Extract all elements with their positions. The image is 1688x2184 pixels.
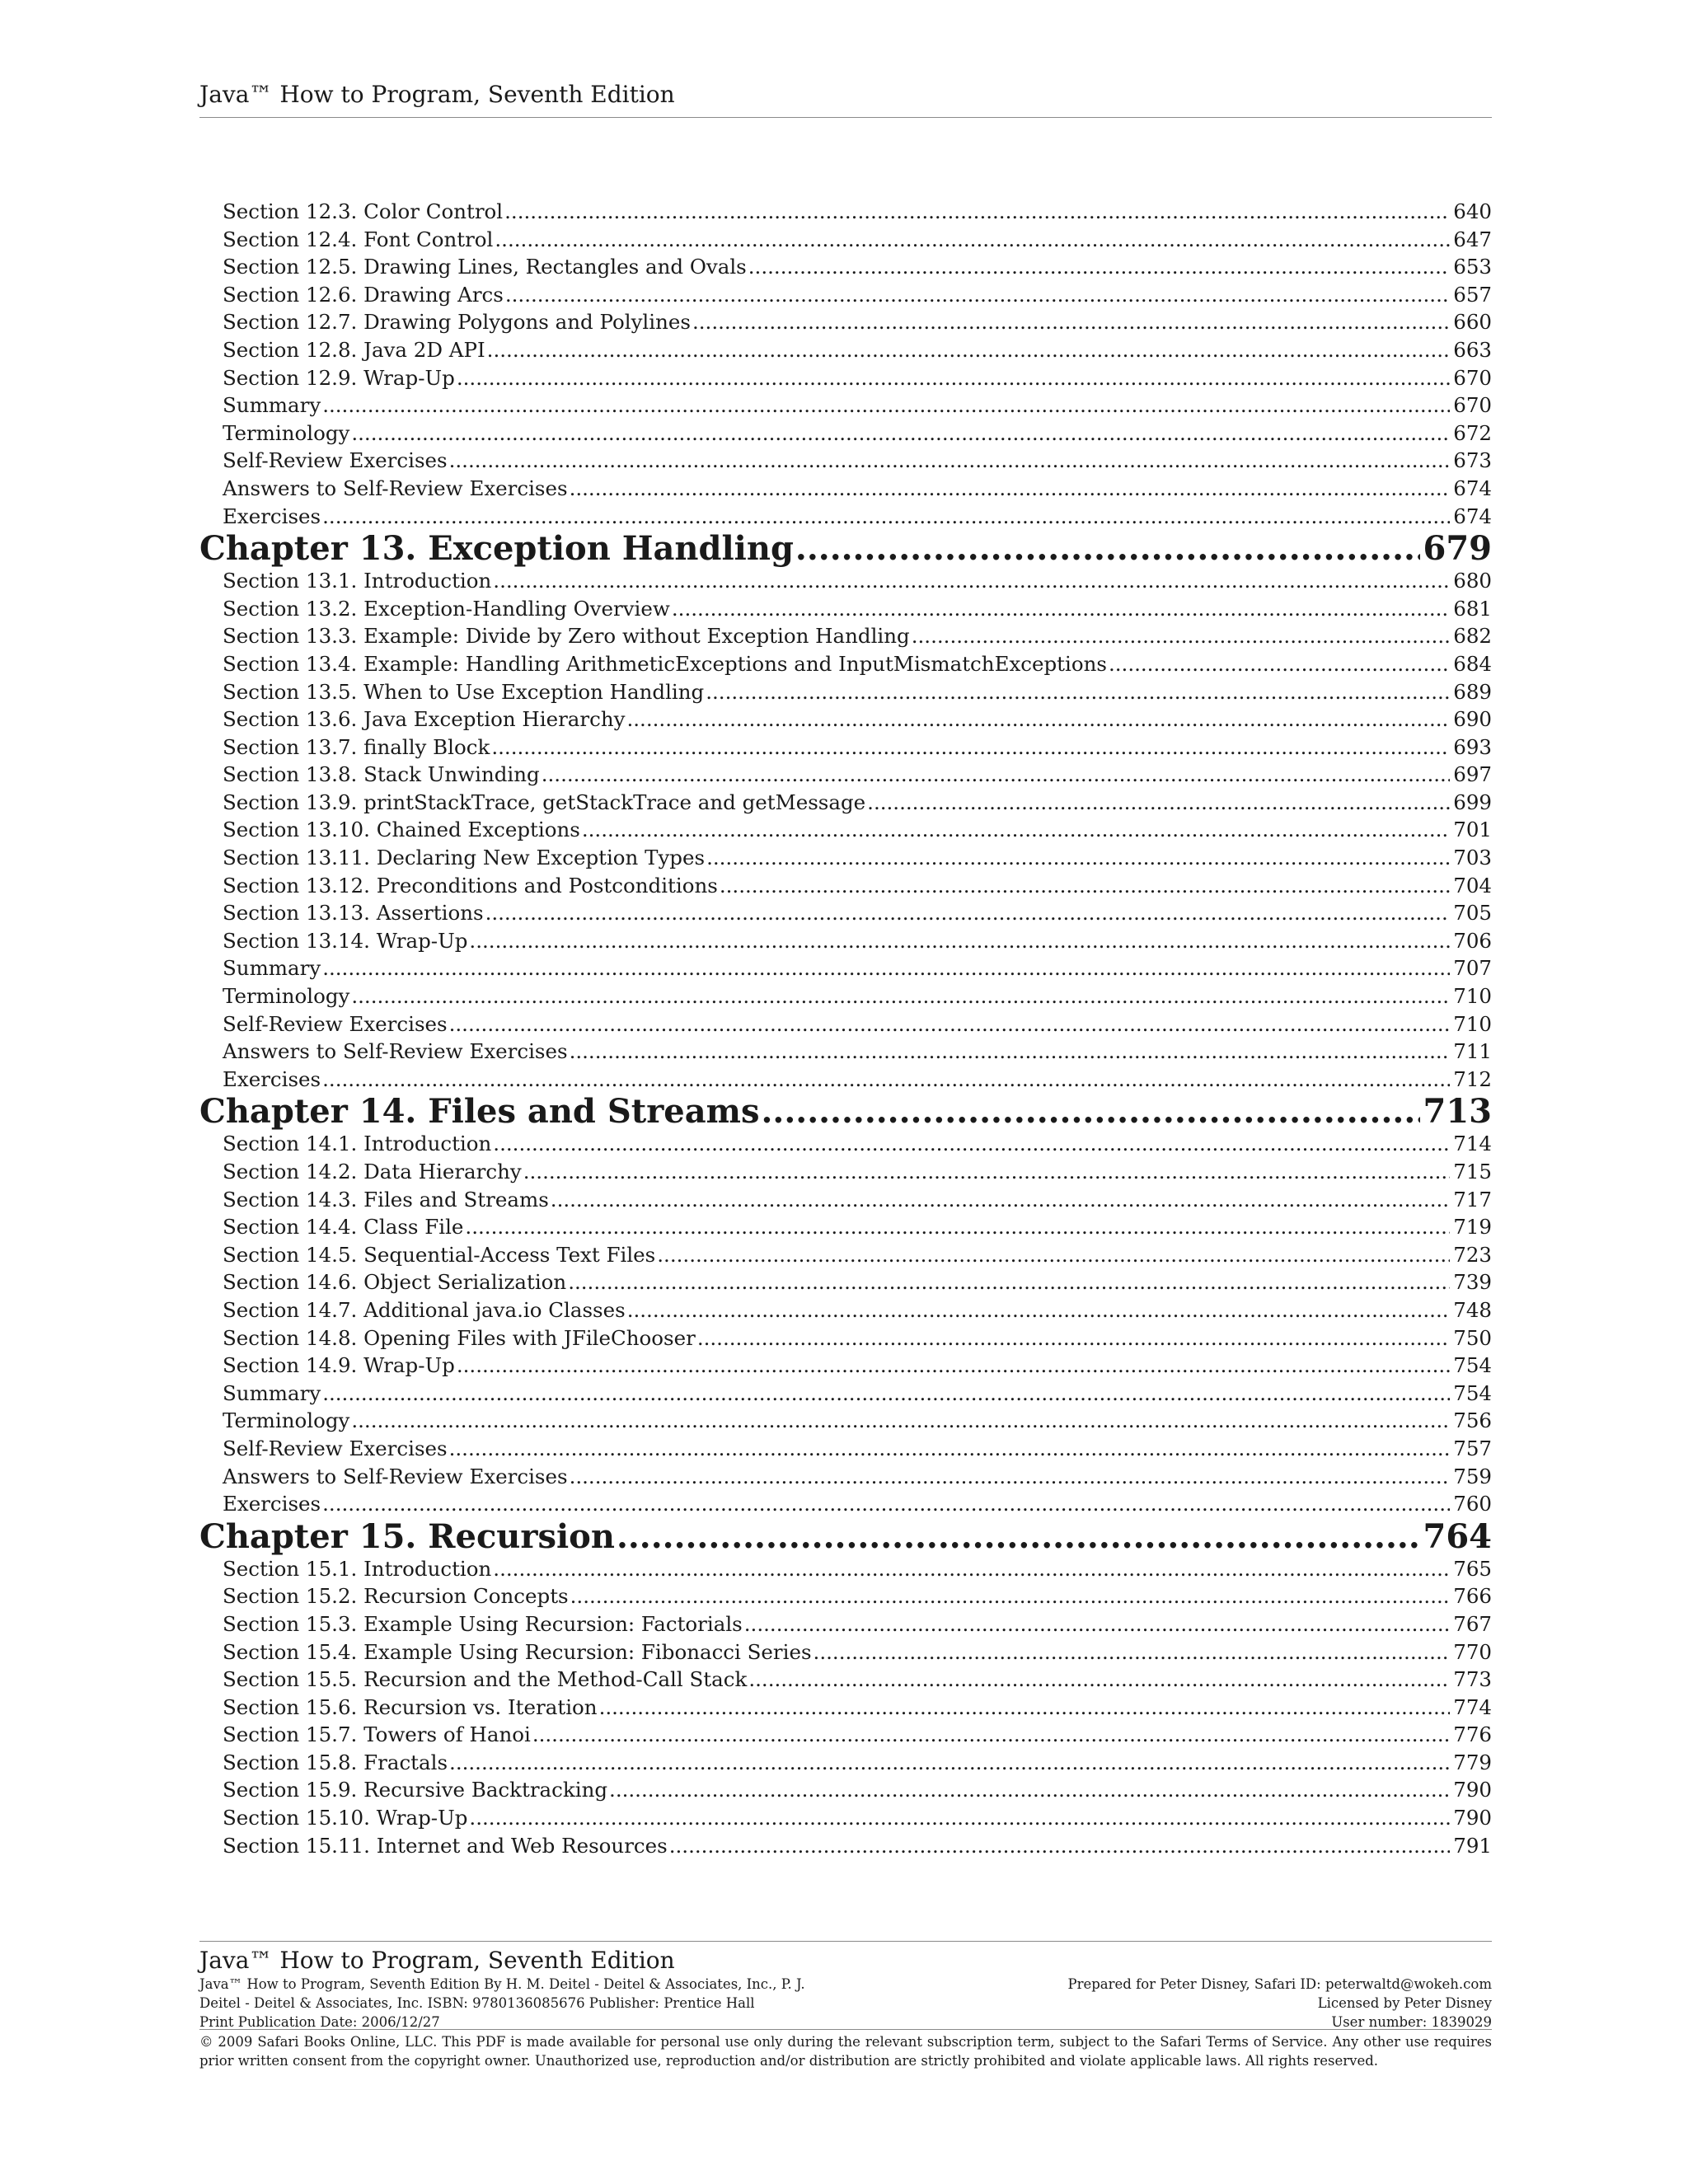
toc-section-entry[interactable]	[199, 1435, 1492, 1463]
toc-section-entry[interactable]	[199, 336, 1492, 364]
toc-entry-title: Section 15.5. Recursion and the Method-Call Stack	[223, 1667, 748, 1692]
toc-page-number: 703	[1453, 846, 1492, 870]
toc-entry-title: Section 13.13. Assertions	[223, 901, 484, 926]
toc-section-entry[interactable]	[199, 1832, 1492, 1860]
footer-divider-bottom	[199, 2029, 1492, 2030]
toc-section-entry[interactable]	[199, 678, 1492, 706]
toc-entry-title: Answers to Self-Review Exercises	[223, 1464, 568, 1488]
toc-entry-title: Summary	[223, 1380, 321, 1405]
toc-section-entry[interactable]	[199, 1555, 1492, 1583]
toc-section-entry[interactable]	[199, 1490, 1492, 1518]
toc-dot-leader	[542, 761, 1451, 789]
toc-dot-leader	[457, 1352, 1450, 1380]
toc-dot-leader	[582, 816, 1450, 844]
toc-page-number: 682	[1453, 624, 1492, 649]
toc-page-number: 770	[1453, 1639, 1492, 1664]
footer-copyright: © 2009 Safari Books Online, LLC. This PDF is made available for personal use only during the relevant subscription term, subject to the Safari Terms of Service. Any other use requires prior written consent from the copyright owner. Unauthorized use, reproduction and/or distribution are strictly prohibited and violate applicable laws. All rights reserved.	[199, 2034, 1492, 2069]
toc-page-number: 715	[1453, 1160, 1492, 1183]
toc-entry-title: Section 12.5. Drawing Lines, Rectangles and Ovals	[223, 255, 747, 279]
toc-section-entry[interactable]	[199, 844, 1492, 872]
toc-section-entry[interactable]	[199, 1380, 1492, 1408]
toc-section-entry[interactable]	[199, 1694, 1492, 1722]
toc-section-entry[interactable]	[199, 1241, 1492, 1269]
toc-dot-leader	[795, 530, 1420, 567]
toc-dot-leader	[322, 503, 1450, 531]
toc-section-entry[interactable]	[199, 1610, 1492, 1638]
toc-entry-title: Section 14.5. Sequential-Access Text Files	[223, 1242, 656, 1267]
toc-entry-title: Section 13.10. Chained Exceptions	[223, 818, 580, 842]
toc-dot-leader	[351, 1407, 1450, 1435]
toc-dot-leader	[523, 1158, 1451, 1186]
toc-entry-title: Section 12.9. Wrap-Up	[223, 365, 455, 390]
toc-chapter-entry[interactable]	[199, 1518, 1492, 1555]
toc-page-number: 767	[1453, 1611, 1492, 1636]
toc-dot-leader	[493, 1130, 1450, 1158]
toc-section-entry[interactable]	[199, 1010, 1492, 1038]
toc-dot-leader	[322, 391, 1450, 419]
toc-section-entry[interactable]	[199, 308, 1492, 336]
toc-page-number: 791	[1453, 1833, 1492, 1858]
table-of-contents	[199, 198, 1492, 1859]
toc-entry-title: Chapter 14. Files and Streams	[199, 1093, 760, 1131]
toc-page-number: 653	[1453, 255, 1492, 279]
toc-page-number: 647	[1453, 227, 1492, 251]
toc-page-number: 680	[1453, 569, 1492, 593]
toc-entry-title: Section 13.11. Declaring New Exception Types	[223, 846, 706, 870]
toc-page-number: 790	[1453, 1806, 1492, 1830]
toc-dot-leader	[351, 982, 1450, 1010]
toc-dot-leader	[692, 308, 1450, 336]
toc-page-number: 697	[1453, 762, 1492, 787]
toc-dot-leader	[912, 622, 1451, 650]
toc-dot-leader	[1109, 650, 1450, 678]
toc-page-number: 640	[1453, 199, 1492, 223]
toc-section-entry[interactable]	[199, 1582, 1492, 1610]
toc-page-number: 776	[1453, 1722, 1492, 1747]
toc-entry-title: Section 15.2. Recursion Concepts	[223, 1584, 569, 1609]
toc-dot-leader	[449, 1010, 1451, 1038]
toc-section-entry[interactable]	[199, 1666, 1492, 1694]
toc-section-entry[interactable]	[199, 1407, 1492, 1435]
toc-entry-title: Section 15.6. Recursion vs. Iteration	[223, 1694, 598, 1719]
toc-chapter-entry[interactable]	[199, 530, 1492, 567]
toc-page-number: 670	[1453, 365, 1492, 390]
toc-section-entry[interactable]	[199, 733, 1492, 762]
toc-entry-title: Section 13.1. Introduction	[223, 569, 492, 593]
toc-entry-title: Answers to Self-Review Exercises	[223, 1039, 568, 1064]
toc-dot-leader	[322, 1380, 1450, 1408]
toc-page-number: 710	[1453, 984, 1492, 1009]
toc-dot-leader	[351, 419, 1450, 448]
toc-page-number: 717	[1453, 1187, 1492, 1212]
toc-entry-title: Summary	[223, 956, 321, 981]
toc-entry-title: Section 12.8. Java 2D API	[223, 337, 485, 362]
toc-page-number: 757	[1453, 1436, 1492, 1460]
toc-dot-leader	[570, 475, 1451, 503]
toc-dot-leader	[720, 872, 1450, 900]
toc-dot-leader	[761, 1093, 1419, 1130]
toc-dot-leader	[487, 336, 1451, 364]
toc-entry-title: Section 13.9. printStackTrace, getStackTrace and getMessage	[223, 790, 866, 814]
toc-page-number: 754	[1453, 1353, 1492, 1378]
toc-dot-leader	[449, 447, 1451, 475]
toc-page-number: 660	[1453, 310, 1492, 335]
toc-page-number: 766	[1453, 1584, 1492, 1609]
footer-license-line: User number: 1839029	[1331, 2014, 1492, 2030]
toc-entry-title: Exercises	[223, 1492, 321, 1516]
toc-section-entry[interactable]	[199, 1352, 1492, 1380]
toc-dot-leader	[568, 1268, 1450, 1296]
toc-section-entry[interactable]	[199, 198, 1492, 226]
toc-page-number: 760	[1453, 1492, 1492, 1516]
toc-dot-leader	[469, 927, 1450, 955]
toc-page-number: 759	[1453, 1464, 1492, 1488]
toc-section-entry[interactable]	[199, 1213, 1492, 1241]
toc-page-number: 790	[1453, 1778, 1492, 1802]
toc-page-number: 663	[1453, 337, 1492, 362]
toc-page-number: 714	[1453, 1132, 1492, 1156]
toc-dot-leader	[551, 1186, 1450, 1214]
toc-dot-leader	[449, 1749, 1450, 1777]
toc-section-entry[interactable]	[199, 816, 1492, 844]
toc-dot-leader	[570, 1463, 1451, 1491]
toc-page-number: 705	[1453, 901, 1492, 926]
toc-page-number: 764	[1423, 1517, 1492, 1555]
toc-dot-leader	[485, 899, 1451, 927]
toc-section-entry[interactable]	[199, 567, 1492, 595]
toc-dot-leader	[532, 1721, 1450, 1749]
toc-dot-leader	[493, 1555, 1450, 1583]
toc-dot-leader	[626, 705, 1450, 733]
toc-page-number: 713	[1423, 1093, 1492, 1131]
toc-dot-leader	[617, 1518, 1420, 1555]
toc-section-entry[interactable]	[199, 622, 1492, 650]
toc-entry-title: Section 13.6. Java Exception Hierarchy	[223, 707, 626, 732]
toc-page-number: 779	[1453, 1750, 1492, 1774]
toc-entry-title: Summary	[223, 393, 321, 418]
toc-page-number: 711	[1453, 1039, 1492, 1064]
toc-section-entry[interactable]	[199, 391, 1492, 419]
toc-section-entry[interactable]	[199, 503, 1492, 531]
toc-section-entry[interactable]	[199, 954, 1492, 982]
toc-page-number: 773	[1453, 1667, 1492, 1692]
footer-publication-line: Java™ How to Program, Seventh Edition By H. M. Deitel - Deitel & Associates, Inc., P. J.	[199, 1976, 805, 1992]
toc-entry-title: Section 15.3. Example Using Recursion: Factorials	[223, 1611, 743, 1636]
toc-entry-title: Section 14.7. Additional java.io Classes	[223, 1297, 626, 1322]
toc-dot-leader	[495, 226, 1450, 254]
toc-entry-title: Terminology	[223, 984, 350, 1009]
toc-section-entry[interactable]	[199, 1158, 1492, 1186]
toc-chapter-entry[interactable]	[199, 1093, 1492, 1130]
toc-section-entry[interactable]	[199, 253, 1492, 281]
toc-section-entry[interactable]	[199, 761, 1492, 789]
toc-page-number: 679	[1423, 530, 1492, 568]
toc-entry-title: Section 13.7. finally Block	[223, 734, 490, 759]
toc-dot-leader	[457, 364, 1450, 392]
toc-entry-title: Section 13.3. Example: Divide by Zero without Exception Handling	[223, 624, 910, 649]
toc-page-number: 739	[1453, 1270, 1492, 1295]
toc-dot-leader	[491, 733, 1450, 762]
toc-entry-title: Section 13.4. Example: Handling ArithmeticExceptions and InputMismatchExceptions	[223, 651, 1107, 676]
toc-dot-leader	[322, 954, 1450, 982]
toc-section-entry[interactable]	[199, 899, 1492, 927]
toc-entry-title: Section 14.1. Introduction	[223, 1132, 492, 1156]
toc-entry-title: Section 15.7. Towers of Hanoi	[223, 1722, 531, 1747]
footer-publication-line: Print Publication Date: 2006/12/27	[199, 2014, 440, 2030]
toc-dot-leader	[706, 844, 1450, 872]
document-page	[199, 0, 1492, 2184]
toc-entry-title: Section 13.12. Preconditions and Postconditions	[223, 873, 718, 898]
toc-page-number: 748	[1453, 1297, 1492, 1322]
toc-entry-title: Section 15.10. Wrap-Up	[223, 1806, 468, 1830]
toc-section-entry[interactable]	[199, 1066, 1492, 1094]
toc-entry-title: Answers to Self-Review Exercises	[223, 476, 568, 500]
toc-section-entry[interactable]	[199, 1463, 1492, 1491]
toc-entry-title: Self-Review Exercises	[223, 1436, 448, 1460]
toc-entry-title: Section 15.11. Internet and Web Resources	[223, 1833, 668, 1858]
toc-entry-title: Section 14.6. Object Serialization	[223, 1270, 567, 1295]
running-header-title: Java™ How to Program, Seventh Edition	[199, 81, 675, 108]
toc-page-number: 689	[1453, 679, 1492, 704]
toc-entry-title: Chapter 13. Exception Handling	[199, 530, 794, 568]
toc-section-entry[interactable]	[199, 705, 1492, 733]
toc-section-entry[interactable]	[199, 872, 1492, 900]
footer-publication-info	[199, 1975, 941, 2032]
toc-section-entry[interactable]	[199, 1130, 1492, 1158]
toc-dot-leader	[599, 1694, 1451, 1722]
toc-entry-title: Terminology	[223, 420, 350, 445]
toc-dot-leader	[609, 1776, 1450, 1804]
toc-entry-title: Section 12.7. Drawing Polygons and Polylines	[223, 310, 691, 335]
toc-page-number: 774	[1453, 1694, 1492, 1719]
toc-section-entry[interactable]	[199, 1638, 1492, 1666]
toc-page-number: 710	[1453, 1011, 1492, 1036]
toc-dot-leader	[504, 198, 1450, 226]
toc-section-entry[interactable]	[199, 447, 1492, 475]
toc-dot-leader	[814, 1638, 1451, 1666]
toc-page-number: 699	[1453, 790, 1492, 814]
toc-dot-leader	[657, 1241, 1450, 1269]
toc-entry-title: Terminology	[223, 1408, 350, 1433]
toc-dot-leader	[867, 789, 1450, 817]
toc-entry-title: Section 14.8. Opening Files with JFileChooser	[223, 1325, 696, 1350]
toc-entry-title: Section 14.3. Files and Streams	[223, 1187, 549, 1212]
toc-page-number: 674	[1453, 504, 1492, 528]
toc-section-entry[interactable]	[199, 1749, 1492, 1777]
toc-section-entry[interactable]	[199, 1268, 1492, 1296]
toc-entry-title: Section 14.9. Wrap-Up	[223, 1353, 455, 1378]
toc-page-number: 672	[1453, 420, 1492, 445]
toc-section-entry[interactable]	[199, 1721, 1492, 1749]
toc-section-entry[interactable]	[199, 595, 1492, 623]
toc-entry-title: Exercises	[223, 504, 321, 528]
toc-page-number: 701	[1453, 818, 1492, 842]
toc-dot-leader	[493, 567, 1450, 595]
toc-section-entry[interactable]	[199, 1804, 1492, 1832]
toc-entry-title: Section 14.2. Data Hierarchy	[223, 1160, 522, 1183]
footer-license-line: Licensed by Peter Disney	[1317, 1995, 1492, 2011]
toc-dot-leader	[672, 595, 1450, 623]
toc-section-entry[interactable]	[199, 1038, 1492, 1066]
toc-dot-leader	[505, 281, 1450, 309]
toc-page-number: 657	[1453, 282, 1492, 307]
toc-entry-title: Section 15.8. Fractals	[223, 1750, 448, 1774]
toc-dot-leader	[627, 1296, 1451, 1324]
toc-entry-title: Self-Review Exercises	[223, 448, 448, 473]
toc-entry-title: Section 13.14. Wrap-Up	[223, 928, 468, 953]
toc-section-entry[interactable]	[199, 1296, 1492, 1324]
toc-page-number: 719	[1453, 1215, 1492, 1240]
toc-page-number: 670	[1453, 393, 1492, 418]
toc-page-number: 674	[1453, 476, 1492, 500]
toc-page-number: 673	[1453, 448, 1492, 473]
toc-section-entry[interactable]	[199, 419, 1492, 448]
toc-page-number: 750	[1453, 1325, 1492, 1350]
toc-entry-title: Section 15.4. Example Using Recursion: Fibonacci Series	[223, 1639, 812, 1664]
toc-entry-title: Section 15.1. Introduction	[223, 1556, 492, 1581]
toc-entry-title: Section 14.4. Class File	[223, 1215, 464, 1240]
toc-section-entry[interactable]	[199, 475, 1492, 503]
toc-dot-leader	[748, 1666, 1450, 1694]
footer-book-title: Java™ How to Program, Seventh Edition	[199, 1947, 675, 1974]
toc-entry-title: Section 12.4. Font Control	[223, 227, 494, 251]
toc-dot-leader	[570, 1582, 1451, 1610]
toc-dot-leader	[449, 1435, 1451, 1463]
toc-page-number: 756	[1453, 1408, 1492, 1433]
toc-dot-leader	[465, 1213, 1450, 1241]
toc-dot-leader	[469, 1804, 1450, 1832]
toc-entry-title: Chapter 15. Recursion	[199, 1517, 615, 1555]
toc-page-number: 765	[1453, 1556, 1492, 1581]
header-divider	[199, 117, 1492, 118]
toc-entry-title: Exercises	[223, 1066, 321, 1091]
toc-page-number: 690	[1453, 707, 1492, 732]
toc-page-number: 681	[1453, 596, 1492, 621]
toc-section-entry[interactable]	[199, 650, 1492, 678]
toc-entry-title: Section 12.3. Color Control	[223, 199, 504, 223]
toc-entry-title: Section 13.8. Stack Unwinding	[223, 762, 540, 787]
toc-page-number: 684	[1453, 651, 1492, 676]
toc-entry-title: Section 15.9. Recursive Backtracking	[223, 1778, 608, 1802]
toc-section-entry[interactable]	[199, 1324, 1492, 1352]
toc-entry-title: Section 12.6. Drawing Arcs	[223, 282, 504, 307]
toc-dot-leader	[748, 253, 1450, 281]
toc-page-number: 723	[1453, 1242, 1492, 1267]
footer-divider-top	[199, 1941, 1492, 1942]
toc-dot-leader	[669, 1832, 1451, 1860]
footer-license-info	[915, 1975, 1492, 2032]
toc-section-entry[interactable]	[199, 927, 1492, 955]
toc-dot-leader	[706, 678, 1450, 706]
toc-entry-title: Self-Review Exercises	[223, 1011, 448, 1036]
toc-entry-title: Section 13.2. Exception-Handling Overview	[223, 596, 670, 621]
toc-section-entry[interactable]	[199, 1776, 1492, 1804]
toc-entry-title: Section 13.5. When to Use Exception Handling	[223, 679, 705, 704]
toc-page-number: 707	[1453, 956, 1492, 981]
toc-dot-leader	[322, 1066, 1450, 1094]
footer-publication-line: Deitel - Deitel & Associates, Inc. ISBN: 9780136085676 Publisher: Prentice Hall	[199, 1995, 755, 2011]
toc-dot-leader	[744, 1610, 1450, 1638]
toc-section-entry[interactable]	[199, 982, 1492, 1010]
toc-dot-leader	[570, 1038, 1451, 1066]
toc-dot-leader	[697, 1324, 1450, 1352]
toc-section-entry[interactable]	[199, 789, 1492, 817]
toc-page-number: 704	[1453, 873, 1492, 898]
toc-dot-leader	[322, 1490, 1450, 1518]
toc-section-entry[interactable]	[199, 364, 1492, 392]
toc-page-number: 706	[1453, 928, 1492, 953]
toc-page-number: 693	[1453, 734, 1492, 759]
footer-license-line: Prepared for Peter Disney, Safari ID: peterwaltd@wokeh.com	[1067, 1976, 1492, 1992]
toc-page-number: 754	[1453, 1380, 1492, 1405]
toc-page-number: 712	[1453, 1066, 1492, 1091]
toc-section-entry[interactable]	[199, 1186, 1492, 1214]
toc-section-entry[interactable]	[199, 281, 1492, 309]
toc-section-entry[interactable]	[199, 226, 1492, 254]
